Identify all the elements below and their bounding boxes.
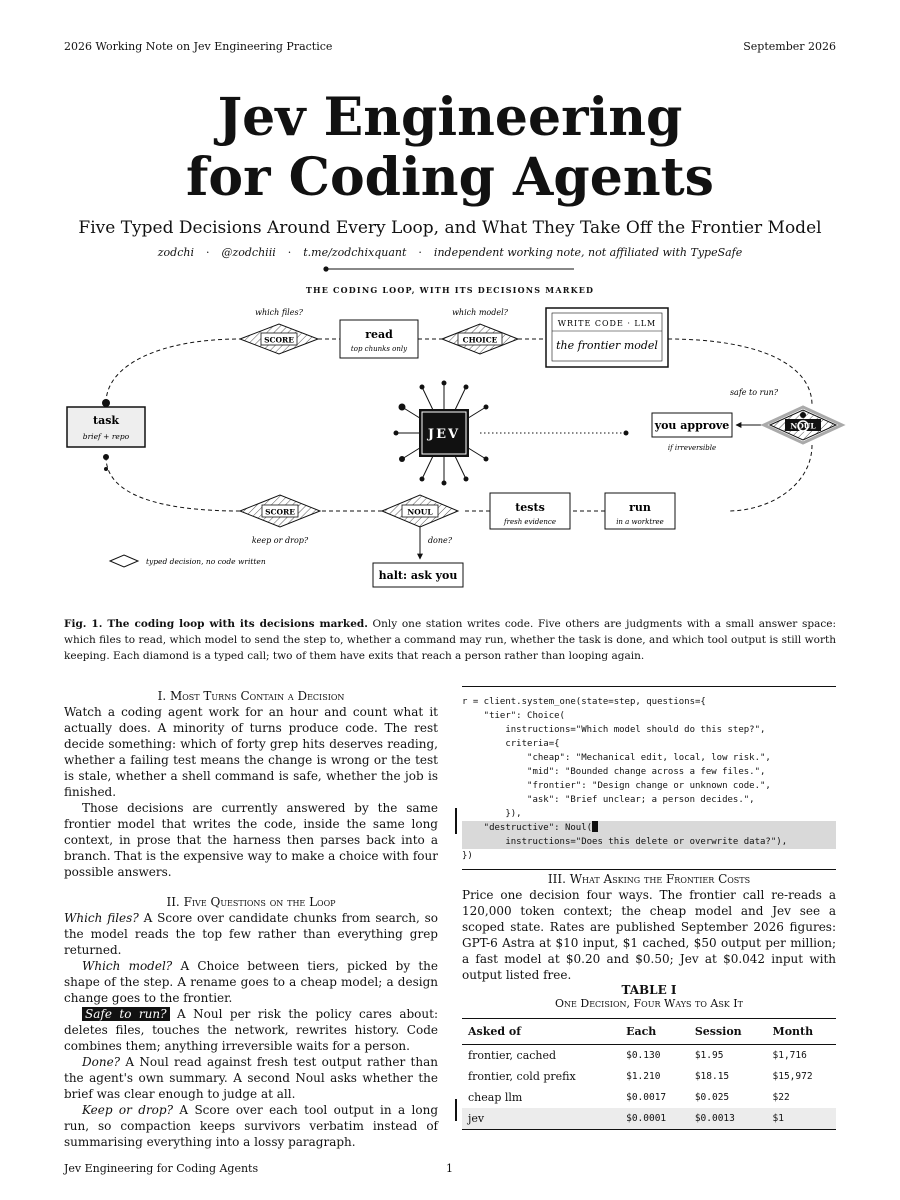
question-paragraph: Which model? A Choice between tiers, picked by the shape of the step. A rename goes to a cheap model; a design change goes to the frontier. <box>64 959 438 1005</box>
code-line: }) <box>462 851 473 861</box>
svg-text:typed decision, no code writte: typed decision, no code written <box>146 557 266 566</box>
svg-text:fresh evidence: fresh evidence <box>504 518 556 526</box>
caption-text: Only one station writes code. Five others are judgments with a small answer space: which files to read, which model to send the step to, whether a command may run, whether the task is done, and which tool output is still worth keeping. Each diamond is a typed call; two of them have exits that reach a person rather than looping again. <box>64 618 836 662</box>
section-1-heading: I. Most Turns Contain a Decision <box>157 689 345 703</box>
svg-text:the frontier model: the frontier model <box>556 339 658 352</box>
svg-text:tests: tests <box>515 501 545 514</box>
question-paragraph: Which files? A Score over candidate chunks from search, so the model reads the top few rather than everything grep returned. <box>64 911 439 957</box>
svg-text:done?: done? <box>427 536 453 545</box>
jev-label: JEV <box>427 427 461 442</box>
table-subtitle: One Decision, Four Ways to Ask It <box>555 997 743 1010</box>
code-line: instructions="Which model should do this step?", <box>462 725 766 735</box>
svg-text:safe to run?: safe to run? <box>729 388 779 397</box>
change-bar <box>455 1099 457 1121</box>
section-2-heading: II. Five Questions on the Loop <box>166 895 336 909</box>
code-line: "ask": "Brief unclear; a person decides.", <box>462 795 755 805</box>
code-line-highlighted: instructions="Does this delete or overwrite data?"), <box>462 835 836 849</box>
svg-text:SCORE: SCORE <box>265 507 295 517</box>
table-title: TABLE I <box>621 983 677 997</box>
table-row: cheap llm $0.0017 $0.025 $22 <box>468 1091 790 1104</box>
svg-text:run: run <box>629 501 651 514</box>
caption-lead: Fig. 1. The coding loop with its decisions marked. <box>64 618 368 630</box>
svg-text:top chunks only: top chunks only <box>350 345 408 353</box>
svg-text:which model?: which model? <box>452 308 508 317</box>
svg-text:halt: ask you: halt: ask you <box>378 569 458 582</box>
svg-text:read: read <box>365 328 393 341</box>
section-3-paragraph-1: Price one decision four ways. The frontier call re-reads a 120,000 token context; the cheap model and Jev see a scoped state. Rates are published September 2026 figures: GPT-6 Astra at $10 input, $1 cached, $50 output per million; a fast model at $0.20 and $0.50; Jev at $0.042 input with output listed free. <box>462 888 836 982</box>
svg-text:if irreversible: if irreversible <box>667 444 717 452</box>
paper-subtitle: Five Typed Decisions Around Every Loop, and What They Take Off the Frontier Model <box>78 218 822 238</box>
node-tests <box>490 493 570 529</box>
coding-loop-diagram <box>0 295 900 595</box>
decision-choice-which-model <box>442 308 518 354</box>
svg-text:NOUL: NOUL <box>790 421 816 431</box>
author-handle: @zodchiii <box>221 246 276 259</box>
title-line-1: Jev Engineering <box>217 87 683 148</box>
author-name: zodchi <box>157 246 194 259</box>
decision-score-which-files <box>240 308 318 354</box>
decision-noul-done <box>382 495 458 559</box>
title-line-2: for Coding Agents <box>186 147 714 208</box>
change-bar <box>455 808 457 834</box>
table-row: frontier, cold prefix $1.210 $18.15 $15,972 <box>468 1070 813 1083</box>
svg-text:NOUL: NOUL <box>407 507 433 517</box>
svg-text:which files?: which files? <box>255 308 303 317</box>
table-row-highlighted: jev $0.0001 $0.0013 $1 <box>462 1108 836 1130</box>
svg-text:brief + repo: brief + repo <box>82 432 130 441</box>
svg-text:in a worktree: in a worktree <box>616 518 664 526</box>
code-line: "frontier": "Design change or unknown code.", <box>462 781 771 791</box>
node-halt-ask-you <box>373 563 463 587</box>
decision-noul-safe-to-run <box>730 388 842 443</box>
legend <box>110 555 266 567</box>
running-header-left: 2026 Working Note on Jev Engineering Practice <box>64 40 333 53</box>
node-you-approve <box>652 413 764 452</box>
author-line: zodchi · @zodchiii · t.me/zodchixquant · independent working note, not affiliated with TypeSafe <box>157 246 743 259</box>
node-write-code <box>546 308 668 367</box>
section-3-heading: III. What Asking the Frontier Costs <box>547 872 751 886</box>
code-line-highlighted: "destructive": Noul( <box>462 821 836 835</box>
node-task <box>67 407 145 447</box>
running-header-right: September 2026 <box>743 40 836 53</box>
code-listing <box>462 686 836 870</box>
node-run <box>605 493 675 529</box>
code-line: criteria={ <box>462 739 560 749</box>
running-footer: Jev Engineering for Coding Agents <box>64 1162 259 1175</box>
table-row: frontier, cached $0.130 $1.95 $1,716 <box>468 1049 807 1062</box>
cost-table <box>462 983 836 1130</box>
jev-hub <box>394 381 629 486</box>
author-telegram: t.me/zodchixquant <box>303 246 407 259</box>
svg-text:keep or drop?: keep or drop? <box>251 536 309 545</box>
author-affiliation: independent working note, not affiliated with TypeSafe <box>433 246 743 259</box>
table-header-row: Asked of Each Session Month <box>462 1019 836 1045</box>
code-line: "cheap": "Mechanical edit, local, low risk.", <box>462 753 771 763</box>
figure-caption <box>64 616 836 664</box>
question-paragraph: Keep or drop? A Score over each tool output in a long run, so compaction keeps survivors verbatim instead of summarising everything into a lossy paragraph. <box>64 1103 438 1149</box>
highlight-mark: Safe to run? <box>82 1007 170 1021</box>
code-line: r = client.system_one(state=step, questions={ <box>462 697 706 707</box>
code-line: "mid": "Bounded change across a few files.", <box>462 767 766 777</box>
node-read <box>340 320 418 358</box>
paper-title <box>0 88 900 208</box>
title-rule <box>0 262 900 276</box>
code-line: "tier": Choice( <box>462 711 565 721</box>
left-column <box>64 688 438 1150</box>
section-1-paragraph-2: Those decisions are currently answered by the same frontier model that writes the code, inside the same long context, in prose that the harness then parses back into a branch. That is the expensive way to make a choice with four possible answers. <box>64 801 438 879</box>
question-paragraph: Done? A Noul read against fresh test output rather than the agent's own summary. A second Noul asks whether the brief was clear enough to judge at all. <box>64 1055 438 1101</box>
svg-text:you approve: you approve <box>654 419 730 432</box>
code-line: }), <box>462 809 522 819</box>
svg-text:SCORE: SCORE <box>264 335 294 345</box>
question-paragraph-highlighted: Safe to run? A Noul per risk the policy cares about: deletes files, touches the network, rewrites history. Code combines them; anything irreversible waits for a person. <box>64 1007 438 1053</box>
decision-score-keep-or-drop <box>240 495 320 545</box>
page-number: 1 <box>446 1162 453 1175</box>
svg-text:WRITE CODE · LLM: WRITE CODE · LLM <box>557 319 657 328</box>
svg-text:CHOICE: CHOICE <box>462 335 498 345</box>
section-1-paragraph-1: Watch a coding agent work for an hour and count what it actually does. A minority of turns produce code. The rest decide something: which of forty grep hits deserves reading, whether a failing test means the change is wrong or the test is stale, whether a shell command is safe, whether the job is finished. <box>64 705 438 799</box>
figure-label: THE CODING LOOP, WITH ITS DECISIONS MARKED <box>305 285 595 295</box>
right-column-text <box>462 871 836 983</box>
svg-text:task: task <box>92 414 120 427</box>
text-cursor <box>592 821 598 832</box>
